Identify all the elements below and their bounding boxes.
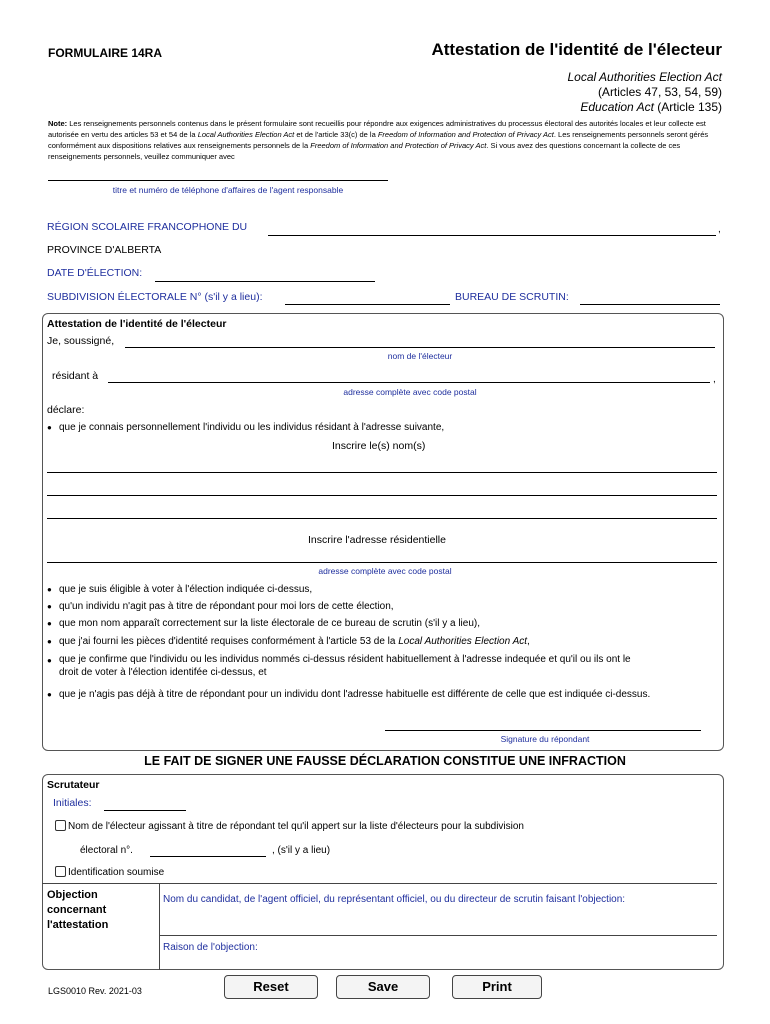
print-button[interactable]: Print [452, 975, 542, 999]
objection-divider-vertical [159, 883, 160, 970]
objection-divider-mid [159, 935, 717, 936]
province-label: PROVINCE D'ALBERTA [47, 244, 162, 256]
subdivision-field[interactable] [285, 304, 450, 305]
page-title: Attestation de l'identité de l'électeur [431, 40, 722, 59]
res-address-label: Inscrire l'adresse résidentielle [308, 534, 446, 546]
scrutateur-title: Scrutateur [47, 779, 100, 791]
act2-name: Education Act [580, 100, 654, 114]
check-id [55, 866, 164, 878]
objection-title: Objection concernant l'attestation [47, 889, 109, 931]
agent-field[interactable] [48, 180, 388, 181]
je-soussigne-label: Je, soussigné, [47, 335, 115, 347]
electoral-no-label: électoral n°. [80, 845, 133, 856]
region-comma: , [718, 224, 721, 235]
note-act-foip-2: Freedom of Information and Protection of Privacy Act [310, 141, 487, 150]
reset-button[interactable]: Reset [224, 975, 318, 999]
bullet-id [47, 636, 530, 647]
bullet-list [47, 618, 480, 629]
poll-field[interactable] [580, 304, 720, 305]
bullet-id-post: , [527, 636, 530, 647]
signature-label: Signature du répondant [500, 734, 590, 744]
bullet-id-pre: que j'ai fourni les pièces d'identité requises conformément à l'article 53 de la [59, 636, 399, 647]
act-citation [567, 70, 722, 115]
elector-name-label: nom de l'électeur [387, 351, 453, 361]
bullet-id-act: Local Authorities Election Act [398, 636, 528, 647]
signature-field[interactable] [385, 730, 701, 731]
form-revision: LGS0010 Rev. 2021-03 [48, 986, 142, 996]
privacy-note [48, 118, 728, 162]
note-text-3: . Les renseignements personnels seront gérés conformément aux dispositions relatives aux renseignements personnels de la [48, 130, 709, 150]
names-field-1[interactable] [47, 472, 717, 473]
region-label: RÉGION SCOLAIRE FRANCOPHONE DU [47, 221, 248, 233]
election-date-label: DATE D'ÉLECTION: [47, 267, 143, 279]
initials-field[interactable] [104, 810, 186, 811]
save-button[interactable]: Save [336, 975, 430, 999]
names-label: Inscrire le(s) nom(s) [332, 440, 426, 452]
res-address-sublabel: adresse complète avec code postal [318, 566, 452, 576]
bullet-eligible [47, 584, 312, 595]
electoral-no-suffix: , (s'il y a lieu) [272, 845, 331, 856]
act1-name: Local Authorities Election Act [567, 70, 722, 84]
check-elector-name [55, 820, 524, 832]
check-elector-name-text: Nom de l'électeur agissant à titre de répondant tel qu'il appert sur la liste d'électeurs pour la subdivision [68, 821, 524, 832]
bullet-list-text: que mon nom apparaît correctement sur la liste électorale de ce bureau de scrutin (s'il y a lieu), [59, 618, 481, 629]
form-code: FORMULAIRE 14RA [48, 46, 163, 60]
bullet-confirm-line2: droit de voter à l'élection identifée ci-dessus, et [59, 667, 267, 678]
note-act-local: Local Authorities Election Act [197, 130, 295, 139]
region-field[interactable] [268, 235, 716, 236]
bullet-last-text: que je n'agis pas déjà à titre de répondant pour un individu dont l'adresse habituelle est différente de celle que est indiquée ci-dessus. [59, 689, 651, 700]
resident-label: résidant à [52, 370, 99, 382]
id-submitted-checkbox[interactable] [55, 866, 66, 877]
resident-comma: , [713, 374, 716, 385]
names-field-2[interactable] [47, 495, 717, 496]
note-act-foip: Freedom of Information and Protection of Privacy Act [377, 130, 554, 139]
bullet-know [47, 422, 444, 433]
objection-reason-label: Raison de l'objection: [163, 942, 258, 953]
note-text-2: et de l'article 33(c) de la [294, 130, 378, 139]
act2-article: (Article 135) [653, 100, 722, 114]
bullet-confirm-line1: que je confirme que l'individu ou les individus nommés ci-dessus résident habituellement à l'adresse indequée et qu'il ou ils ont le [59, 654, 631, 665]
electoral-no-field[interactable] [150, 856, 266, 857]
note-label: Note: [48, 119, 68, 128]
attestation-title: Attestation de l'identité de l'électeur [47, 318, 227, 330]
elector-name-field[interactable] [125, 347, 715, 348]
attestation-box [42, 313, 724, 751]
bullet-know-text: que je connais personnellement l'individu ou les individus résidant à l'adresse suivante, [59, 422, 445, 433]
check-id-text: Identification soumise [68, 867, 165, 878]
resident-address-field[interactable] [108, 382, 710, 383]
objection-candidate-label: Nom du candidat, de l'agent officiel, du représentant officiel, ou du directeur de scrutin faisant l'objection: [163, 894, 626, 905]
objection-divider-top [42, 883, 717, 884]
act2-line [567, 100, 722, 115]
false-declaration-warning: LE FAIT DE SIGNER UNE FAUSSE DÉCLARATION CONSTITUE UNE INFRACTION [144, 754, 626, 768]
note-text-4: . Si vous avez des questions concernant la collecte de ces renseignements personnels, veuillez communiquer avec [48, 141, 681, 161]
act1-articles: (Articles 47, 53, 54, 59) [597, 85, 722, 99]
bullet-no-voucher [47, 601, 394, 612]
bullet-last [47, 689, 650, 700]
election-date-field[interactable] [155, 281, 375, 282]
bullet-confirm [47, 653, 631, 666]
subdivision-label: SUBDIVISION ÉLECTORALE N° (s'il y a lieu): [47, 291, 263, 303]
elector-name-checkbox[interactable] [55, 820, 66, 831]
bullet-eligible-text: que je suis éligible à voter à l'élection indiquée ci-dessus, [59, 584, 313, 595]
poll-label: BUREAU DE SCRUTIN: [455, 291, 569, 303]
note-text-1: Les renseignements personnels contenus dans le présent formulaire sont recueillis pour répondre aux exigences administratives du processus électoral des autorités locales et leur collecte est autorisée en vertu des articles 53 et 54 de la [48, 119, 706, 139]
bullet-id-text [59, 636, 530, 647]
declare-label: déclare: [47, 404, 85, 416]
agent-label: titre et numéro de téléphone d'affaires de l'agent responsable [112, 185, 344, 195]
initials-label: Initiales: [53, 797, 92, 809]
resident-address-label: adresse complète avec code postal [343, 387, 477, 397]
bullet-no-voucher-text: qu'un individu n'agit pas à titre de répondant pour moi lors de cette élection, [59, 601, 394, 612]
names-field-3[interactable] [47, 518, 717, 519]
res-address-field[interactable] [47, 562, 717, 563]
